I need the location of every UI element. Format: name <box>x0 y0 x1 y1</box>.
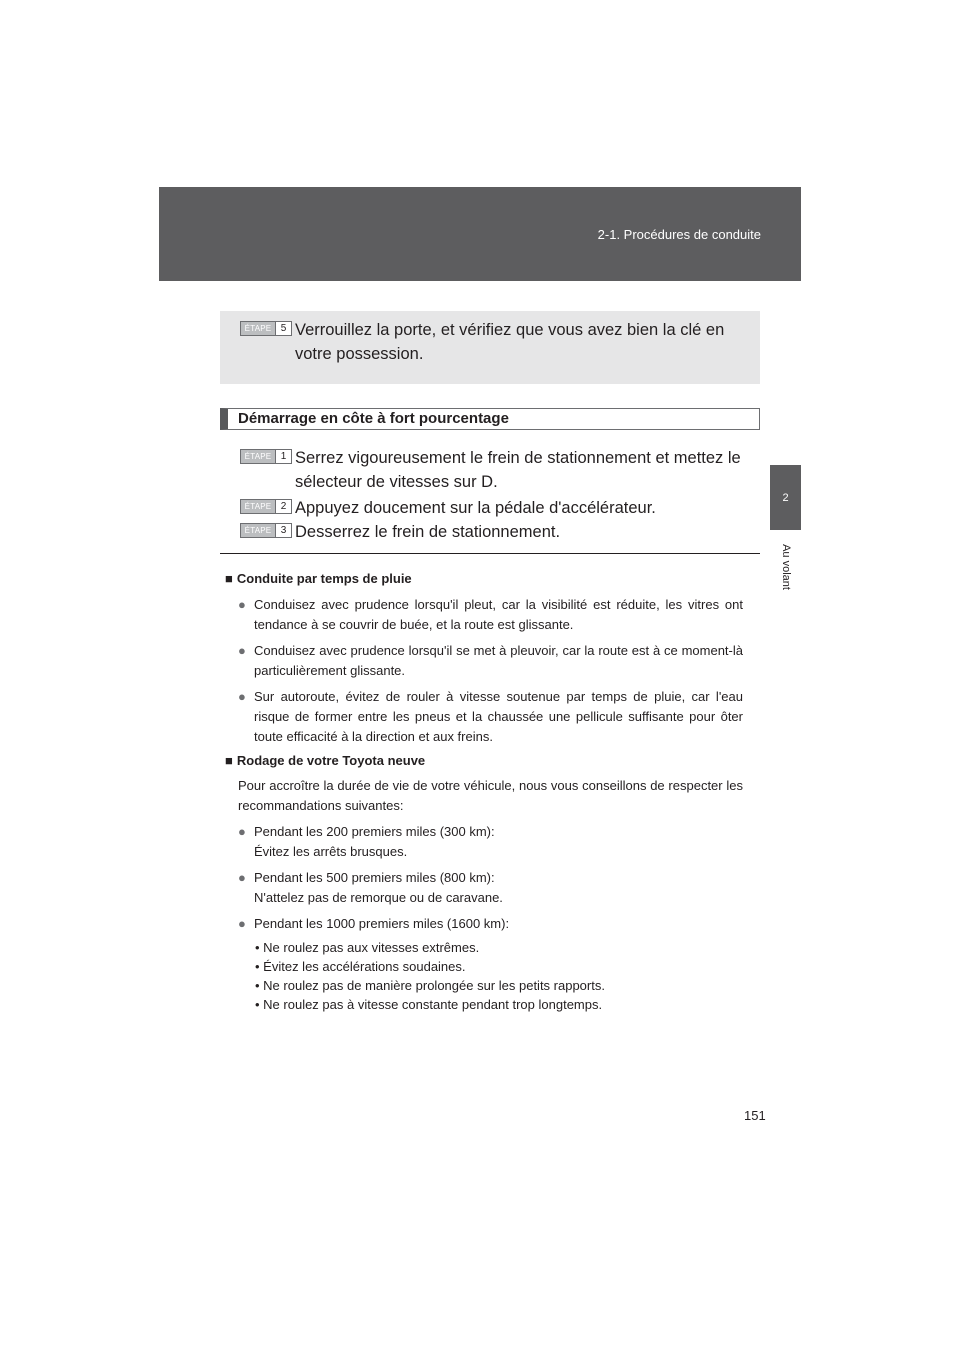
break-in-item-2-line-2: N'attelez pas de remorque ou de caravane. <box>254 890 503 905</box>
sub-item-2-text: Évitez les accélérations soudaines. <box>263 959 466 974</box>
break-in-item-1-line-2: Évitez les arrêts brusques. <box>254 844 408 859</box>
sub-item-3: • Ne roulez pas de manière prolongée sur les petits rapports. <box>255 978 605 993</box>
note-title-break-in <box>225 753 425 768</box>
section-divider <box>220 553 760 554</box>
sub-item-4-text: Ne roulez pas à vitesse constante pendant trop longtemps. <box>263 997 603 1012</box>
step-5-badge <box>240 321 292 336</box>
step-badge-word: ÉTAPE <box>241 450 275 463</box>
chapter-label: Au volant <box>780 544 792 590</box>
step-3-line-1: Desserrez le frein de stationnement. <box>295 523 561 541</box>
step-badge-word: ÉTAPE <box>241 500 275 513</box>
circle-bullet-icon: ● <box>238 916 246 931</box>
chapter-number: 2 <box>782 492 789 504</box>
step-badge-word: ÉTAPE <box>241 524 275 537</box>
section-header <box>220 408 760 430</box>
rain-item-1: Conduisez avec prudence lorsqu'il pleut, car la visibilité est réduite, les vitres ont tendance à se couvrir de buée, et la route est glissante. <box>254 597 743 632</box>
step-1-badge <box>240 449 292 464</box>
circle-bullet-icon: ● <box>238 597 246 612</box>
chapter-tab <box>770 465 801 530</box>
break-in-intro: Pour accroître la durée de vie de votre véhicule, nous vous conseillons de respecter les recommandations suivantes: <box>238 778 743 813</box>
break-in-item-3-line-1: Pendant les 1000 premiers miles (1600 km): <box>254 916 510 931</box>
break-in-item-1-line-1: Pendant les 200 premiers miles (300 km): <box>254 824 495 839</box>
step-badge-word: ÉTAPE <box>241 322 275 335</box>
sub-item-1: • Ne roulez pas aux vitesses extrêmes. <box>255 940 480 955</box>
step-1-line-2: sélecteur de vitesses sur D. <box>295 473 498 491</box>
note-title-rain <box>225 571 412 586</box>
rain-item-3: Sur autoroute, évitez de rouler à vitesse soutenue par temps de pluie, car l'eau risque de former entre les pneus et la chaussée une pellicule suffisante pour ôter toute efficacité à la direction et aux freins. <box>254 689 743 744</box>
note-title-break-in-text: Rodage de votre Toyota neuve <box>236 753 426 768</box>
break-in-item-2-line-1: Pendant les 500 premiers miles (800 km): <box>254 870 495 885</box>
circle-bullet-icon: ● <box>238 824 246 839</box>
step-badge-number: 1 <box>275 450 291 463</box>
step-2-badge <box>240 499 292 514</box>
step-1-line-1: Serrez vigoureusement le frein de stationnement et mettez le <box>295 449 741 467</box>
step-badge-number: 5 <box>275 322 291 335</box>
circle-bullet-icon: ● <box>238 689 246 704</box>
sub-item-1-text: Ne roulez pas aux vitesses extrêmes. <box>263 940 480 955</box>
header-band <box>159 187 801 281</box>
circle-bullet-icon: ● <box>238 870 246 885</box>
rain-item-2: Conduisez avec prudence lorsqu'il se met à pleuvoir, car la route est à ce moment-là particulièrement glissante. <box>254 643 743 678</box>
step-3-badge <box>240 523 292 538</box>
section-title: 2-1. Procédures de conduite <box>597 227 761 242</box>
note-title-rain-text: Conduite par temps de pluie <box>236 571 412 586</box>
step-5-line-2: votre possession. <box>295 345 424 363</box>
page-number: 151 <box>744 1108 766 1123</box>
step-badge-number: 2 <box>275 500 291 513</box>
section-title-hill-start: Démarrage en côte à fort pourcentage <box>238 410 509 427</box>
square-bullet-icon: ■ <box>225 753 233 768</box>
step-2-line-1: Appuyez doucement sur la pédale d'accélérateur. <box>295 499 656 517</box>
step-badge-number: 3 <box>275 524 291 537</box>
circle-bullet-icon: ● <box>238 643 246 658</box>
step-5-line-1: Verrouillez la porte, et vérifiez que vous avez bien la clé en <box>295 321 725 339</box>
sub-item-3-text: Ne roulez pas de manière prolongée sur les petits rapports. <box>263 978 605 993</box>
sub-item-4: • Ne roulez pas à vitesse constante pendant trop longtemps. <box>255 997 603 1012</box>
square-bullet-icon: ■ <box>225 571 233 586</box>
sub-item-2: • Évitez les accélérations soudaines. <box>255 959 466 974</box>
